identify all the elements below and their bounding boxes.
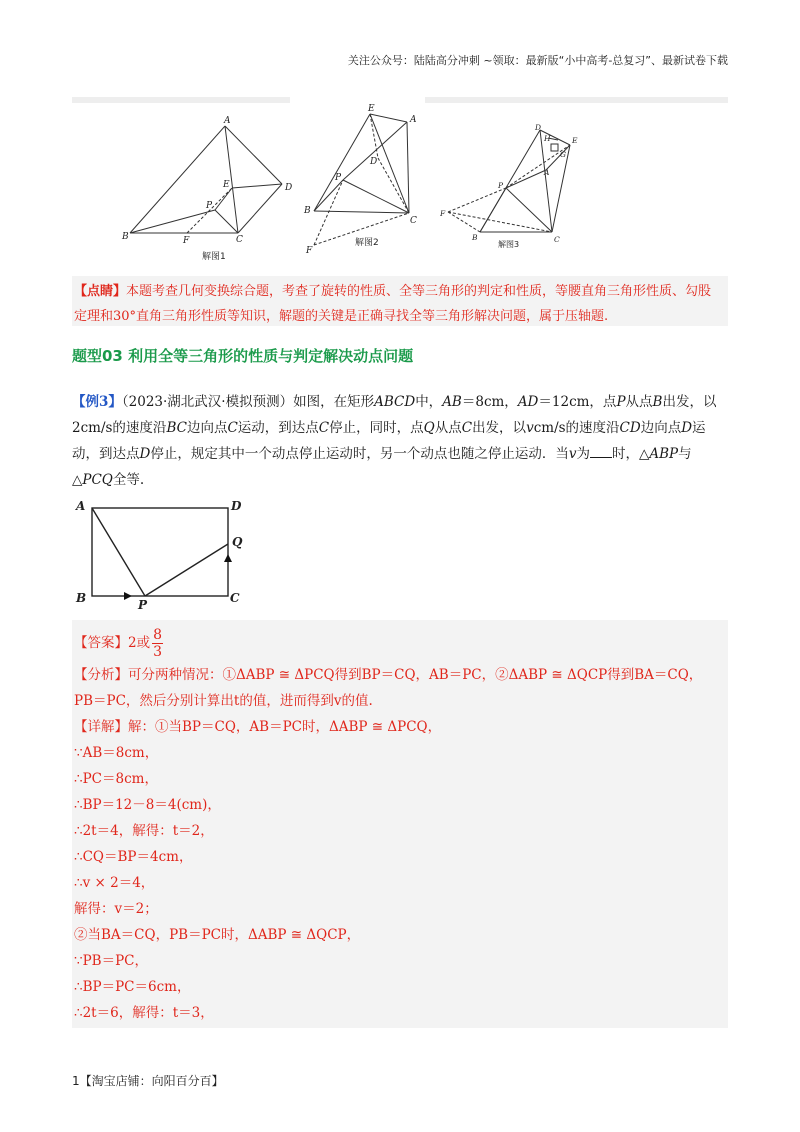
example-ad: AD	[517, 394, 539, 410]
example-t3: ＝12cm，点	[538, 394, 617, 410]
fig1-label-c: C	[236, 235, 243, 245]
example-t2: ＝8cm，	[461, 394, 518, 410]
answer-text: 2或	[128, 635, 151, 651]
fig1-label-e: E	[223, 180, 230, 190]
solution-line: ∴2t＝6，解得：t＝3，	[74, 1005, 214, 1021]
solution-line: ∴CQ＝BP＝4cm，	[74, 849, 193, 865]
example-b: B	[652, 394, 663, 410]
example-t11: cm/s的速度沿	[533, 420, 620, 436]
rect-label-b: B	[76, 591, 87, 605]
example-q: Q	[423, 420, 435, 436]
example-abcd: ABCD	[374, 394, 416, 410]
example-tag: 【例3】	[72, 394, 122, 410]
example-tri1: △ABP	[638, 446, 679, 462]
example-t9: 从点	[434, 420, 462, 436]
solution-line: ∴PC＝8cm，	[74, 771, 158, 787]
solution-line: 解得：v＝2；	[74, 901, 158, 917]
rectangle-figure	[72, 496, 262, 616]
example-t18: 全等.	[112, 472, 145, 488]
fig2-label-b: B	[304, 206, 311, 216]
answer-section	[74, 624, 724, 1026]
fraction-denominator: 3	[153, 644, 163, 660]
note-text: 本题考查几何变换综合题，考查了旋转的性质、全等三角形的判定和性质，等腰直角三角形性质、勾股定理和30°直角三角形性质等知识，解题的关键是正确寻找全等三角形解决问题，属于压轴题.	[74, 284, 712, 324]
fig3-label-d: D	[535, 123, 542, 132]
example-p: P	[616, 394, 626, 410]
fig2-label-a: A	[410, 115, 417, 125]
example-t7: 运动，到达点	[237, 420, 319, 436]
example-problem	[72, 389, 728, 493]
answer-fraction	[152, 627, 163, 660]
solution-figures	[100, 100, 590, 270]
example-t15: 为	[576, 446, 590, 462]
solution-line: ∴BP＝PC＝6cm，	[74, 979, 191, 995]
fig3-label-g: G	[560, 150, 566, 159]
rect-label-p: P	[138, 598, 148, 612]
example-t1: 中，	[415, 394, 443, 410]
fig2-label-c: C	[410, 216, 417, 226]
fig2-caption: 解图2	[355, 238, 379, 248]
solution-line: ∴v × 2＝4，	[74, 875, 155, 891]
fig1-label-f: F	[183, 236, 190, 246]
fig3-label-f: F	[440, 209, 446, 218]
fig1-label-p: P	[206, 201, 213, 211]
solution-line: PB＝PC，然后分别计算出t的值，进而得到v的值.	[74, 693, 373, 709]
fig3-label-h: H	[544, 134, 551, 143]
fig1-label-a: A	[224, 116, 231, 126]
example-source: （2023·湖北武汉·模拟预测）如图，在矩形	[121, 394, 375, 410]
example-bc: BC	[166, 420, 187, 436]
fig1-label-d: D	[285, 183, 293, 193]
solution-line: ∴2t＝4，解得：t＝2，	[74, 823, 214, 839]
example-t6: 边向点	[186, 420, 228, 436]
fig2-label-f: F	[306, 246, 313, 256]
fig3-caption: 解图3	[498, 240, 520, 249]
fig3-label-c: C	[554, 235, 560, 244]
fig3-label-p: P	[498, 181, 504, 190]
note-tag: 【点睛】	[74, 284, 127, 299]
answer-tag: 【答案】	[74, 635, 128, 651]
rect-label-c: C	[230, 591, 240, 605]
example-t4: 从点	[625, 394, 653, 410]
rect-label-q: Q	[232, 535, 243, 549]
solution-line: ∴BP＝12－8＝4(cm)，	[74, 797, 221, 813]
example-t16: 时，	[611, 446, 639, 462]
fraction-numerator: 8	[153, 627, 163, 643]
figure-3	[440, 120, 585, 260]
solution-line: ②当BA＝CQ，PB＝PC时，ΔABP ≅ ΔQCP，	[74, 927, 361, 943]
answer-blank	[590, 443, 612, 458]
answer-line	[74, 624, 724, 662]
example-v2: v	[568, 446, 577, 462]
example-t14: 停止，规定其中一个动点停止运动时，另一个动点也随之停止运动．当	[150, 446, 569, 462]
fig1-label-b: B	[122, 232, 129, 242]
example-cd: CD	[619, 420, 641, 436]
rect-label-a: A	[76, 499, 86, 513]
fig3-label-a: A	[544, 168, 550, 177]
solution-line: 【详解】解：①当BP＝CQ，AB＝PC时，ΔABP ≅ ΔPCQ，	[74, 719, 442, 735]
example-c2: C	[318, 420, 330, 436]
example-ab: AB	[442, 394, 462, 410]
example-t5: 出发，以2cm/s的速度沿	[72, 394, 717, 436]
example-t13: 运动，到达点	[72, 420, 706, 462]
footer-text: 1【淘宝店铺：向阳百分百】	[72, 1074, 224, 1088]
fig2-label-d: D	[370, 157, 378, 167]
example-t10: 出发，以	[472, 420, 527, 436]
section-title: 题型03 利用全等三角形的性质与判定解决动点问题	[72, 347, 414, 365]
example-t8: 停止，同时，点	[329, 420, 424, 436]
example-tri2: △PCQ	[72, 472, 113, 488]
example-d: D	[681, 420, 693, 436]
example-v: v	[526, 420, 534, 436]
fig1-caption: 解图1	[202, 252, 226, 262]
header-note: 关注公众号：陆陆高分冲刺 ~领取：最新版“小中高考-总复习”、最新试卷下载	[347, 54, 728, 67]
figure-1	[110, 112, 295, 262]
solution-line: 【分析】可分两种情况：①ΔABP ≅ ΔPCQ得到BP＝CQ，AB＝PC，②ΔABP ≅ ΔQCP得到BA＝CQ，	[74, 667, 703, 683]
solution-line: ∵PB＝PC，	[74, 953, 149, 969]
figure-2	[300, 100, 430, 260]
fig3-label-b: B	[472, 233, 478, 242]
example-c: C	[227, 420, 238, 436]
example-t17: 与	[678, 446, 692, 462]
solution-line: ∵AB＝8cm，	[74, 745, 159, 761]
fig2-label-e: E	[368, 104, 375, 114]
rect-label-d: D	[231, 499, 242, 513]
fig3-label-e: E	[572, 136, 578, 145]
example-c3: C	[461, 420, 473, 436]
note-paragraph	[74, 279, 724, 329]
fig2-label-p: P	[335, 173, 342, 183]
example-t12: 边向点	[640, 420, 682, 436]
example-d2: D	[139, 446, 151, 462]
